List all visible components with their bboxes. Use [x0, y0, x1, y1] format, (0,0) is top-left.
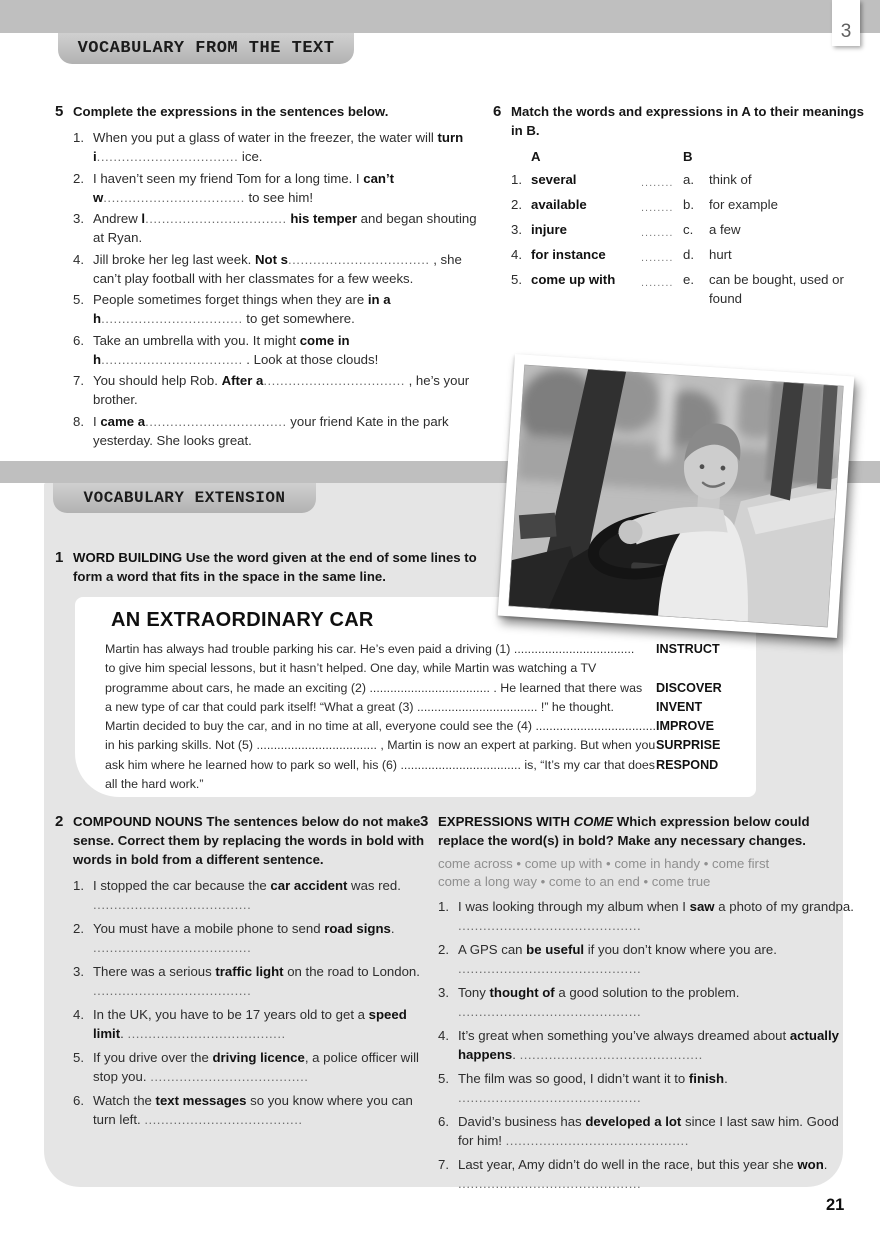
match-letter: c. — [683, 222, 694, 237]
word-bank-line: come across • come up with • come in handy • come first — [438, 856, 770, 871]
match-word: for instance — [531, 247, 606, 262]
exercise-number: 1 — [55, 549, 64, 566]
reading-line-text: ask him where he learned how to park so well, his (6) ................................... is, “It’s my car that does — [105, 757, 655, 772]
match-word: injure — [531, 222, 567, 237]
word-building-cue — [656, 775, 744, 794]
reading-line — [105, 698, 744, 717]
exercise-instruction: Complete the expressions in the sentences below. — [73, 104, 389, 119]
exercise-6 — [493, 102, 873, 312]
answer-blank: ........ — [641, 177, 674, 189]
reading-line — [105, 679, 744, 698]
item-number: 6. — [73, 332, 84, 348]
item-text: In the UK, you have to be 17 years old to get a speed limit. ...................................... — [93, 1007, 407, 1041]
reading-line-text: to give him special lessons, but it hasn’t helped. One day, while Martin was watching a TV — [105, 661, 597, 676]
match-word: available — [531, 197, 587, 212]
section-tab-vocabulary-from-the-text — [58, 33, 354, 64]
item-text: I stopped the car because the car accident was red. ...................................... — [93, 878, 401, 912]
word-building-cue: DISCOVER — [656, 680, 722, 695]
item-number: 6. — [438, 1114, 449, 1129]
item-number: 4. — [73, 1007, 84, 1022]
item-number: 2. — [438, 942, 449, 957]
match-row — [511, 196, 873, 218]
item-text: Last year, Amy didn’t do well in the race, but this year she won. ............................................ — [458, 1157, 828, 1191]
section-title: VOCABULARY EXTENSION — [83, 489, 286, 507]
top-divider-band — [0, 0, 880, 33]
exercise-body — [438, 812, 854, 1198]
item-number: 1. — [73, 878, 84, 893]
word-building-cue: RESPOND — [656, 757, 719, 772]
section-tab-vocabulary-extension — [53, 483, 316, 513]
match-table — [511, 171, 873, 308]
word-building-cue — [656, 659, 744, 678]
item-text: You should help Rob. After a.................................. , he’s your brother. — [93, 373, 470, 407]
unit-number-tab — [832, 0, 860, 46]
item-number: 3. — [73, 211, 84, 226]
list-item — [438, 1069, 854, 1107]
item-number: 4. — [438, 1028, 449, 1043]
match-row — [511, 171, 873, 193]
item-text: Jill broke her leg last week. Not s.................................. , she can’t play football with her classmates for a few weeks. — [93, 251, 462, 286]
reading-line-text: in his parking skills. Not (5) ................................... , Martin is now an expert at parking. But when you — [105, 738, 656, 753]
reading-line-text: a new type of car that could park itself! “What a great (3) ................................... !” he thought. — [105, 699, 614, 714]
item-number: 5. — [438, 1071, 449, 1086]
item-text: People sometimes forget things when they are in a h.................................. to get somewhere. — [93, 292, 391, 326]
item-text: Watch the text messages so you know where you can turn left. ...................................... — [93, 1093, 413, 1127]
reading-line — [105, 717, 744, 736]
word-building-cue: IMPROVE — [656, 719, 715, 734]
list-item — [438, 940, 854, 978]
item-text: Tony thought of a good solution to the problem. ............................................ — [458, 985, 740, 1019]
item-text: You must have a mobile phone to send road signs. ...................................... — [93, 921, 395, 955]
item-number: 1. — [438, 899, 449, 914]
list-item — [73, 412, 479, 450]
exercise-body — [73, 102, 479, 452]
item-text: A GPS can be useful if you don’t know where you are. ............................................ — [458, 942, 777, 976]
section-title: VOCABULARY FROM THE TEXT — [77, 39, 335, 58]
list-item — [438, 1155, 854, 1193]
item-number: 6. — [73, 1093, 84, 1108]
list-item — [73, 919, 427, 957]
reading-line — [105, 736, 744, 755]
match-row — [511, 246, 873, 268]
reading-line — [105, 640, 744, 659]
item-number: 2. — [73, 921, 84, 936]
match-meaning: hurt — [709, 247, 732, 262]
exercise-2 — [55, 812, 427, 1134]
reading-line-text: Martin has always had trouble parking his car. He’s even paid a driving (1) ................................... — [105, 642, 635, 656]
man-in-car-photo — [498, 354, 855, 638]
list-item — [73, 1005, 427, 1043]
item-number: 1. — [511, 172, 522, 187]
item-text: When you put a glass of water in the freezer, the water will turn i.................................. ice. — [93, 130, 464, 164]
reading-lines — [105, 640, 744, 794]
item-text: It’s great when something you’ve always dreamed about actually happens. ............................................ — [458, 1028, 839, 1062]
list-item — [73, 290, 479, 328]
match-letter: d. — [683, 247, 694, 262]
exercise-body — [73, 548, 503, 593]
word-bank — [438, 855, 854, 891]
item-text: If you drive over the driving licence, a police officer will stop you. ...................................... — [93, 1050, 419, 1084]
answer-blank: ........ — [641, 202, 674, 214]
item-number: 7. — [73, 373, 84, 388]
answer-blank: ........ — [641, 252, 674, 264]
exercise-item-list — [73, 128, 479, 450]
match-table-header — [511, 147, 873, 166]
exercise-number: 2 — [55, 813, 64, 830]
word-building-cue: SURPRISE — [656, 738, 721, 753]
item-number: 2. — [73, 170, 84, 186]
item-text: David’s business has developed a lot since I last saw him. Good for him! ............................................ — [458, 1114, 839, 1148]
exercise-1 — [55, 548, 503, 593]
match-letter: b. — [683, 197, 694, 212]
match-letter: e. — [683, 272, 694, 287]
item-number: 3. — [511, 222, 522, 237]
list-item — [73, 128, 479, 166]
exercise-instruction: COMPOUND NOUNS The sentences below do not make sense. Correct them by replacing the words in bold with words in bold from a different sentence. — [73, 814, 424, 867]
exercise-item-list — [438, 897, 854, 1193]
match-word: several — [531, 172, 577, 187]
item-number: 4. — [73, 251, 84, 267]
item-text: Take an umbrella with you. It might come in h.................................. . Look at those clouds! — [93, 332, 379, 367]
match-row — [511, 271, 873, 308]
man-in-car-photo-graphic — [508, 365, 843, 628]
reading-line-text: programme about cars, he made an exciting (2) ................................... . He learned that there was — [105, 680, 643, 695]
exercise-instruction: Match the words and expressions in A to their meanings in B. — [511, 104, 864, 138]
exercise-5 — [55, 102, 479, 452]
item-number: 3. — [73, 964, 84, 979]
page-number: 21 — [826, 1196, 845, 1214]
exercise-body — [511, 102, 873, 312]
answer-blank: ........ — [641, 277, 674, 289]
item-number: 4. — [511, 247, 522, 262]
item-number: 7. — [438, 1157, 449, 1172]
list-item — [438, 1026, 854, 1064]
item-text: I was looking through my album when I saw a photo of my grandpa. ............................................ — [458, 899, 854, 933]
list-item — [73, 1048, 427, 1086]
exercise-3 — [420, 812, 854, 1198]
item-text: I came a.................................. your friend Kate in the park yesterday. She looks great. — [93, 413, 449, 448]
reading-line-text: Martin decided to buy the car, and in no time at all, everyone could see the (4) ................................... — [105, 719, 656, 734]
list-item — [438, 1112, 854, 1150]
item-text: The film was so good, I didn’t want it to finish. ............................................ — [458, 1071, 728, 1105]
exercise-number: 5 — [55, 103, 64, 120]
list-item — [73, 962, 427, 1000]
column-header-b: B — [683, 149, 693, 164]
word-building-cue: INSTRUCT — [656, 642, 720, 656]
match-meaning: for example — [709, 197, 778, 212]
list-item — [73, 371, 479, 409]
answer-blank: ........ — [641, 227, 674, 239]
item-number: 8. — [73, 413, 84, 429]
match-word: come up with — [531, 272, 616, 287]
match-letter: a. — [683, 172, 694, 187]
match-meaning: a few — [709, 222, 741, 237]
column-header-a: A — [531, 149, 541, 164]
list-item — [438, 983, 854, 1021]
list-item — [438, 897, 854, 935]
match-meaning: think of — [709, 172, 752, 187]
reading-line — [105, 775, 744, 794]
item-number: 1. — [73, 130, 84, 145]
item-number: 2. — [511, 197, 522, 212]
list-item — [73, 876, 427, 914]
reading-title: AN EXTRAORDINARY CAR — [111, 609, 374, 631]
reading-line — [105, 659, 744, 678]
exercise-number: 3 — [420, 813, 429, 830]
reading-line — [105, 756, 744, 775]
match-row — [511, 221, 873, 243]
item-number: 5. — [73, 1050, 84, 1065]
reading-line-text: all the hard work.” — [105, 777, 204, 792]
exercise-body — [73, 812, 427, 1134]
list-item — [73, 250, 479, 288]
list-item — [73, 209, 479, 247]
item-text: I haven’t seen my friend Tom for a long time. I can’t w.................................. to see him! — [93, 170, 395, 205]
exercise-instruction: WORD BUILDING Use the word given at the end of some lines to form a word that fits in the space in the same line. — [73, 550, 477, 584]
item-number: 5. — [511, 272, 522, 287]
unit-number: 3 — [840, 21, 852, 42]
exercise-item-list — [73, 876, 427, 1129]
list-item — [73, 1091, 427, 1129]
list-item — [73, 169, 479, 207]
word-bank-line: come a long way • come to an end • come true — [438, 874, 711, 889]
item-text: Andrew l.................................. his temper and began shouting at Ryan. — [93, 211, 477, 245]
item-number: 3. — [438, 985, 449, 1000]
exercise-number: 6 — [493, 103, 502, 120]
word-building-cue: INVENT — [656, 699, 703, 714]
list-item — [73, 331, 479, 369]
match-meaning: can be bought, used or found — [709, 272, 844, 306]
item-number: 5. — [73, 292, 84, 307]
exercise-instruction: EXPRESSIONS WITH COME Which expression below could replace the word(s) in bold? Make any necessary changes. — [438, 814, 810, 848]
word-building-box — [75, 597, 756, 797]
item-text: There was a serious traffic light on the road to London. ...................................... — [93, 964, 420, 998]
